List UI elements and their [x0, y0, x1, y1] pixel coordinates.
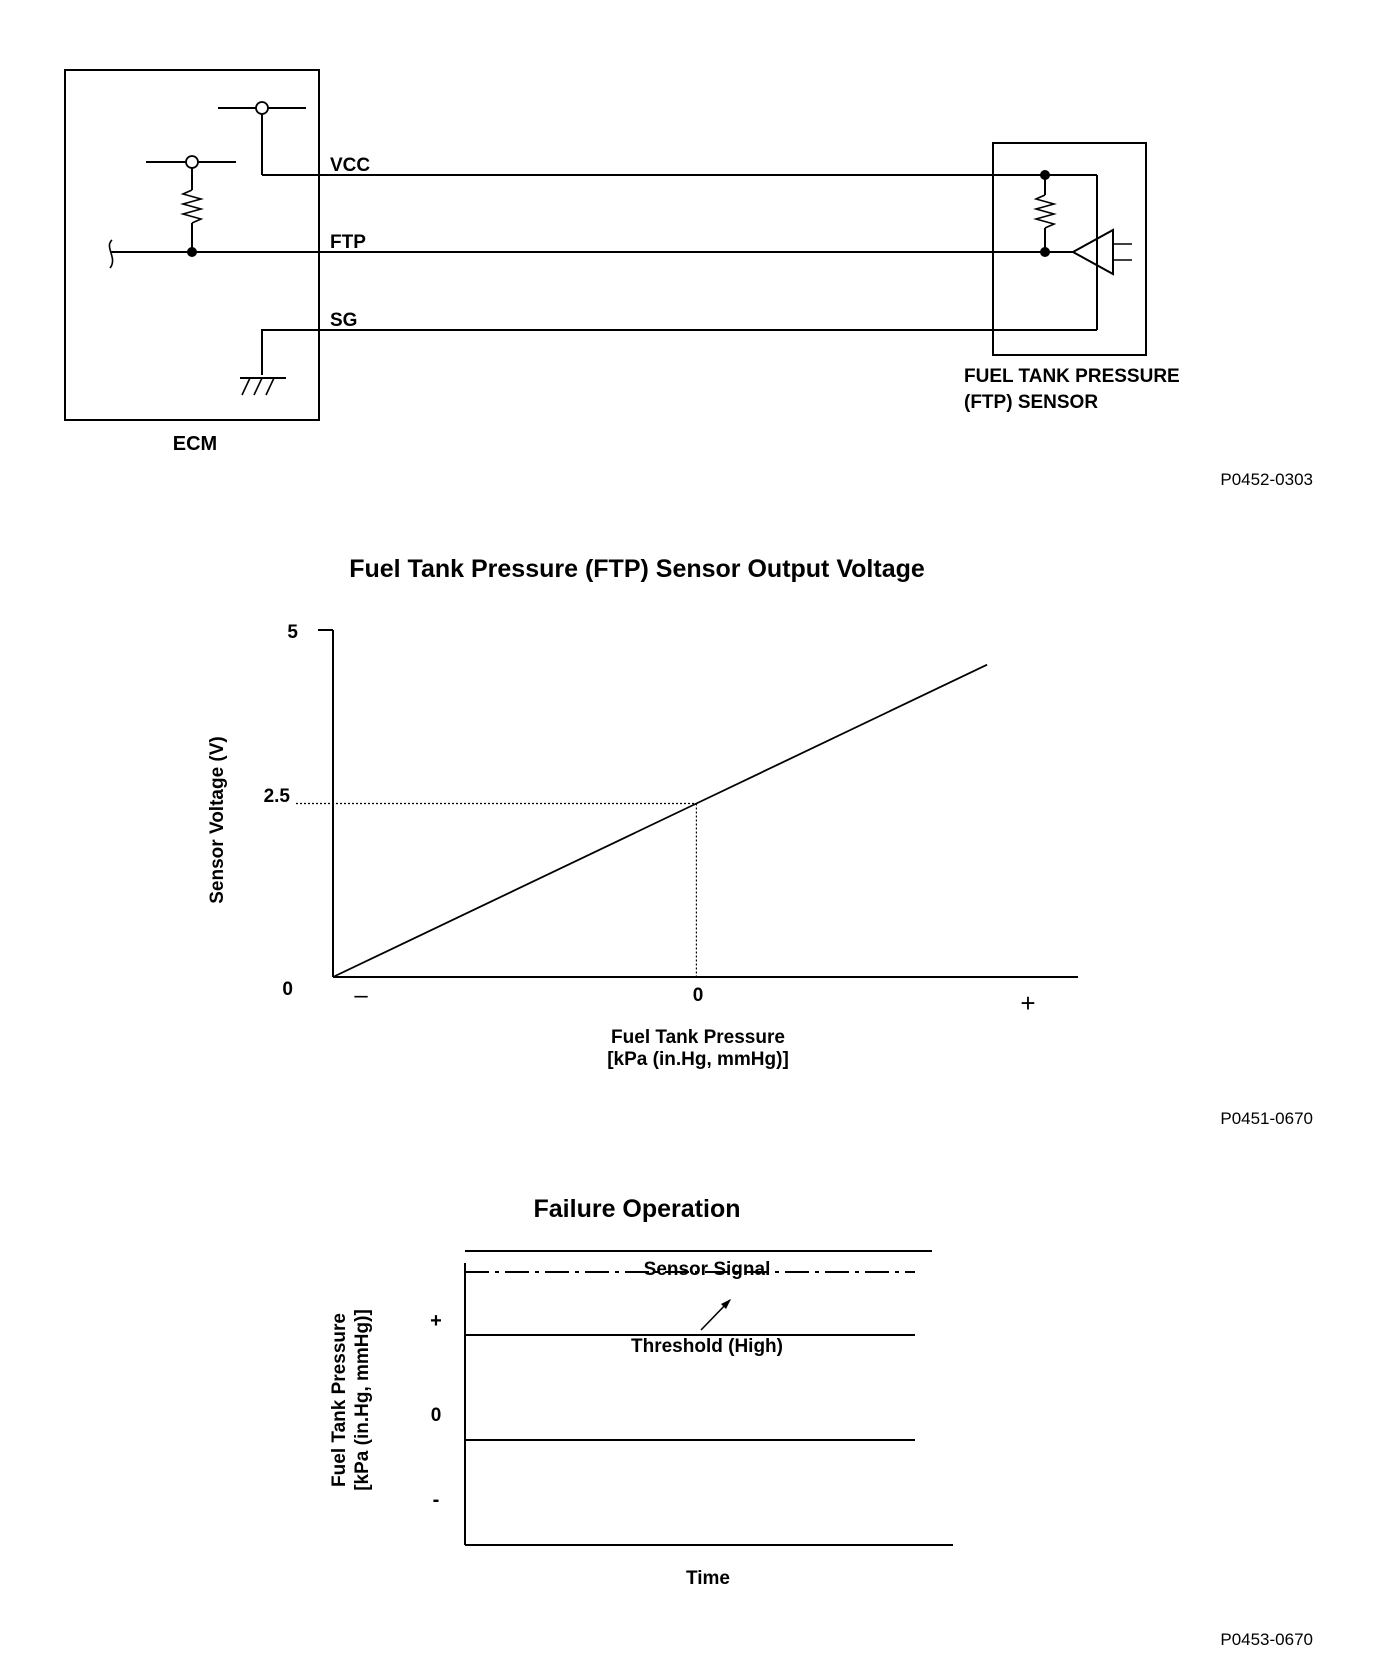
- figure-code-voltage: P0451-0670: [1220, 1109, 1313, 1128]
- failure-chart-title: Failure Operation: [533, 1195, 741, 1223]
- voltage-ylabel: Sensor Voltage (V): [207, 736, 228, 904]
- ground-hatch-3: [266, 378, 274, 395]
- voltage-series-line: [333, 665, 987, 977]
- failure-sensor-signal-label: Sensor Signal: [643, 1259, 771, 1280]
- failure-ylabel-line2: [kPa (in.Hg, mmHg)]: [352, 1309, 373, 1491]
- ecm-vcc-terminal: [256, 102, 268, 114]
- sg-label: SG: [330, 310, 358, 331]
- voltage-y-tick-0: 0: [282, 979, 293, 1000]
- sensor-amplifier-icon: [1073, 230, 1113, 274]
- vcc-label: VCC: [330, 155, 371, 176]
- figure-code-failure: P0453-0670: [1220, 1630, 1313, 1649]
- failure-chart: [329, 1195, 1313, 1649]
- ecm-pullup-resistor-icon: [183, 190, 201, 223]
- ecm-input-break-icon: [109, 240, 112, 268]
- failure-xlabel: Time: [685, 1568, 731, 1589]
- voltage-x-tick-zero: 0: [692, 985, 704, 1006]
- voltage-y-tick-5: 5: [287, 622, 298, 643]
- voltage-y-tick-2-5: 2.5: [263, 786, 290, 807]
- ftp-label: FTP: [330, 232, 366, 253]
- ecm-sg-line: [262, 330, 320, 375]
- figure-code-schematic: P0452-0303: [1220, 470, 1313, 489]
- failure-ylabel-line1: Fuel Tank Pressure: [329, 1313, 350, 1487]
- sensor-resistor-icon: [1036, 195, 1054, 228]
- failure-y-tick-minus: -: [432, 1489, 440, 1511]
- voltage-chart-title: Fuel Tank Pressure (FTP) Sensor Output Voltage: [349, 555, 925, 583]
- voltage-x-tick-plus: +: [1020, 988, 1036, 1018]
- ground-hatch-2: [254, 378, 262, 395]
- sensor-label-line1: FUEL TANK PRESSURE: [964, 366, 1180, 387]
- voltage-chart: [207, 555, 1313, 1128]
- voltage-x-tick-minus: –: [354, 982, 368, 1009]
- wiring-schematic: [65, 70, 1313, 489]
- ecm-label: ECM: [172, 433, 218, 455]
- failure-y-tick-zero: 0: [430, 1405, 442, 1426]
- failure-threshold-label: Threshold (High): [631, 1336, 783, 1357]
- ground-hatch-1: [242, 378, 250, 395]
- voltage-xlabel-line2: [kPa (in.Hg, mmHg)]: [607, 1049, 789, 1070]
- ecm-pullup-terminal: [186, 156, 198, 168]
- sensor-label-line2: (FTP) SENSOR: [964, 392, 1099, 413]
- voltage-xlabel-line1: Fuel Tank Pressure: [611, 1027, 785, 1048]
- failure-y-tick-plus: +: [430, 1310, 442, 1332]
